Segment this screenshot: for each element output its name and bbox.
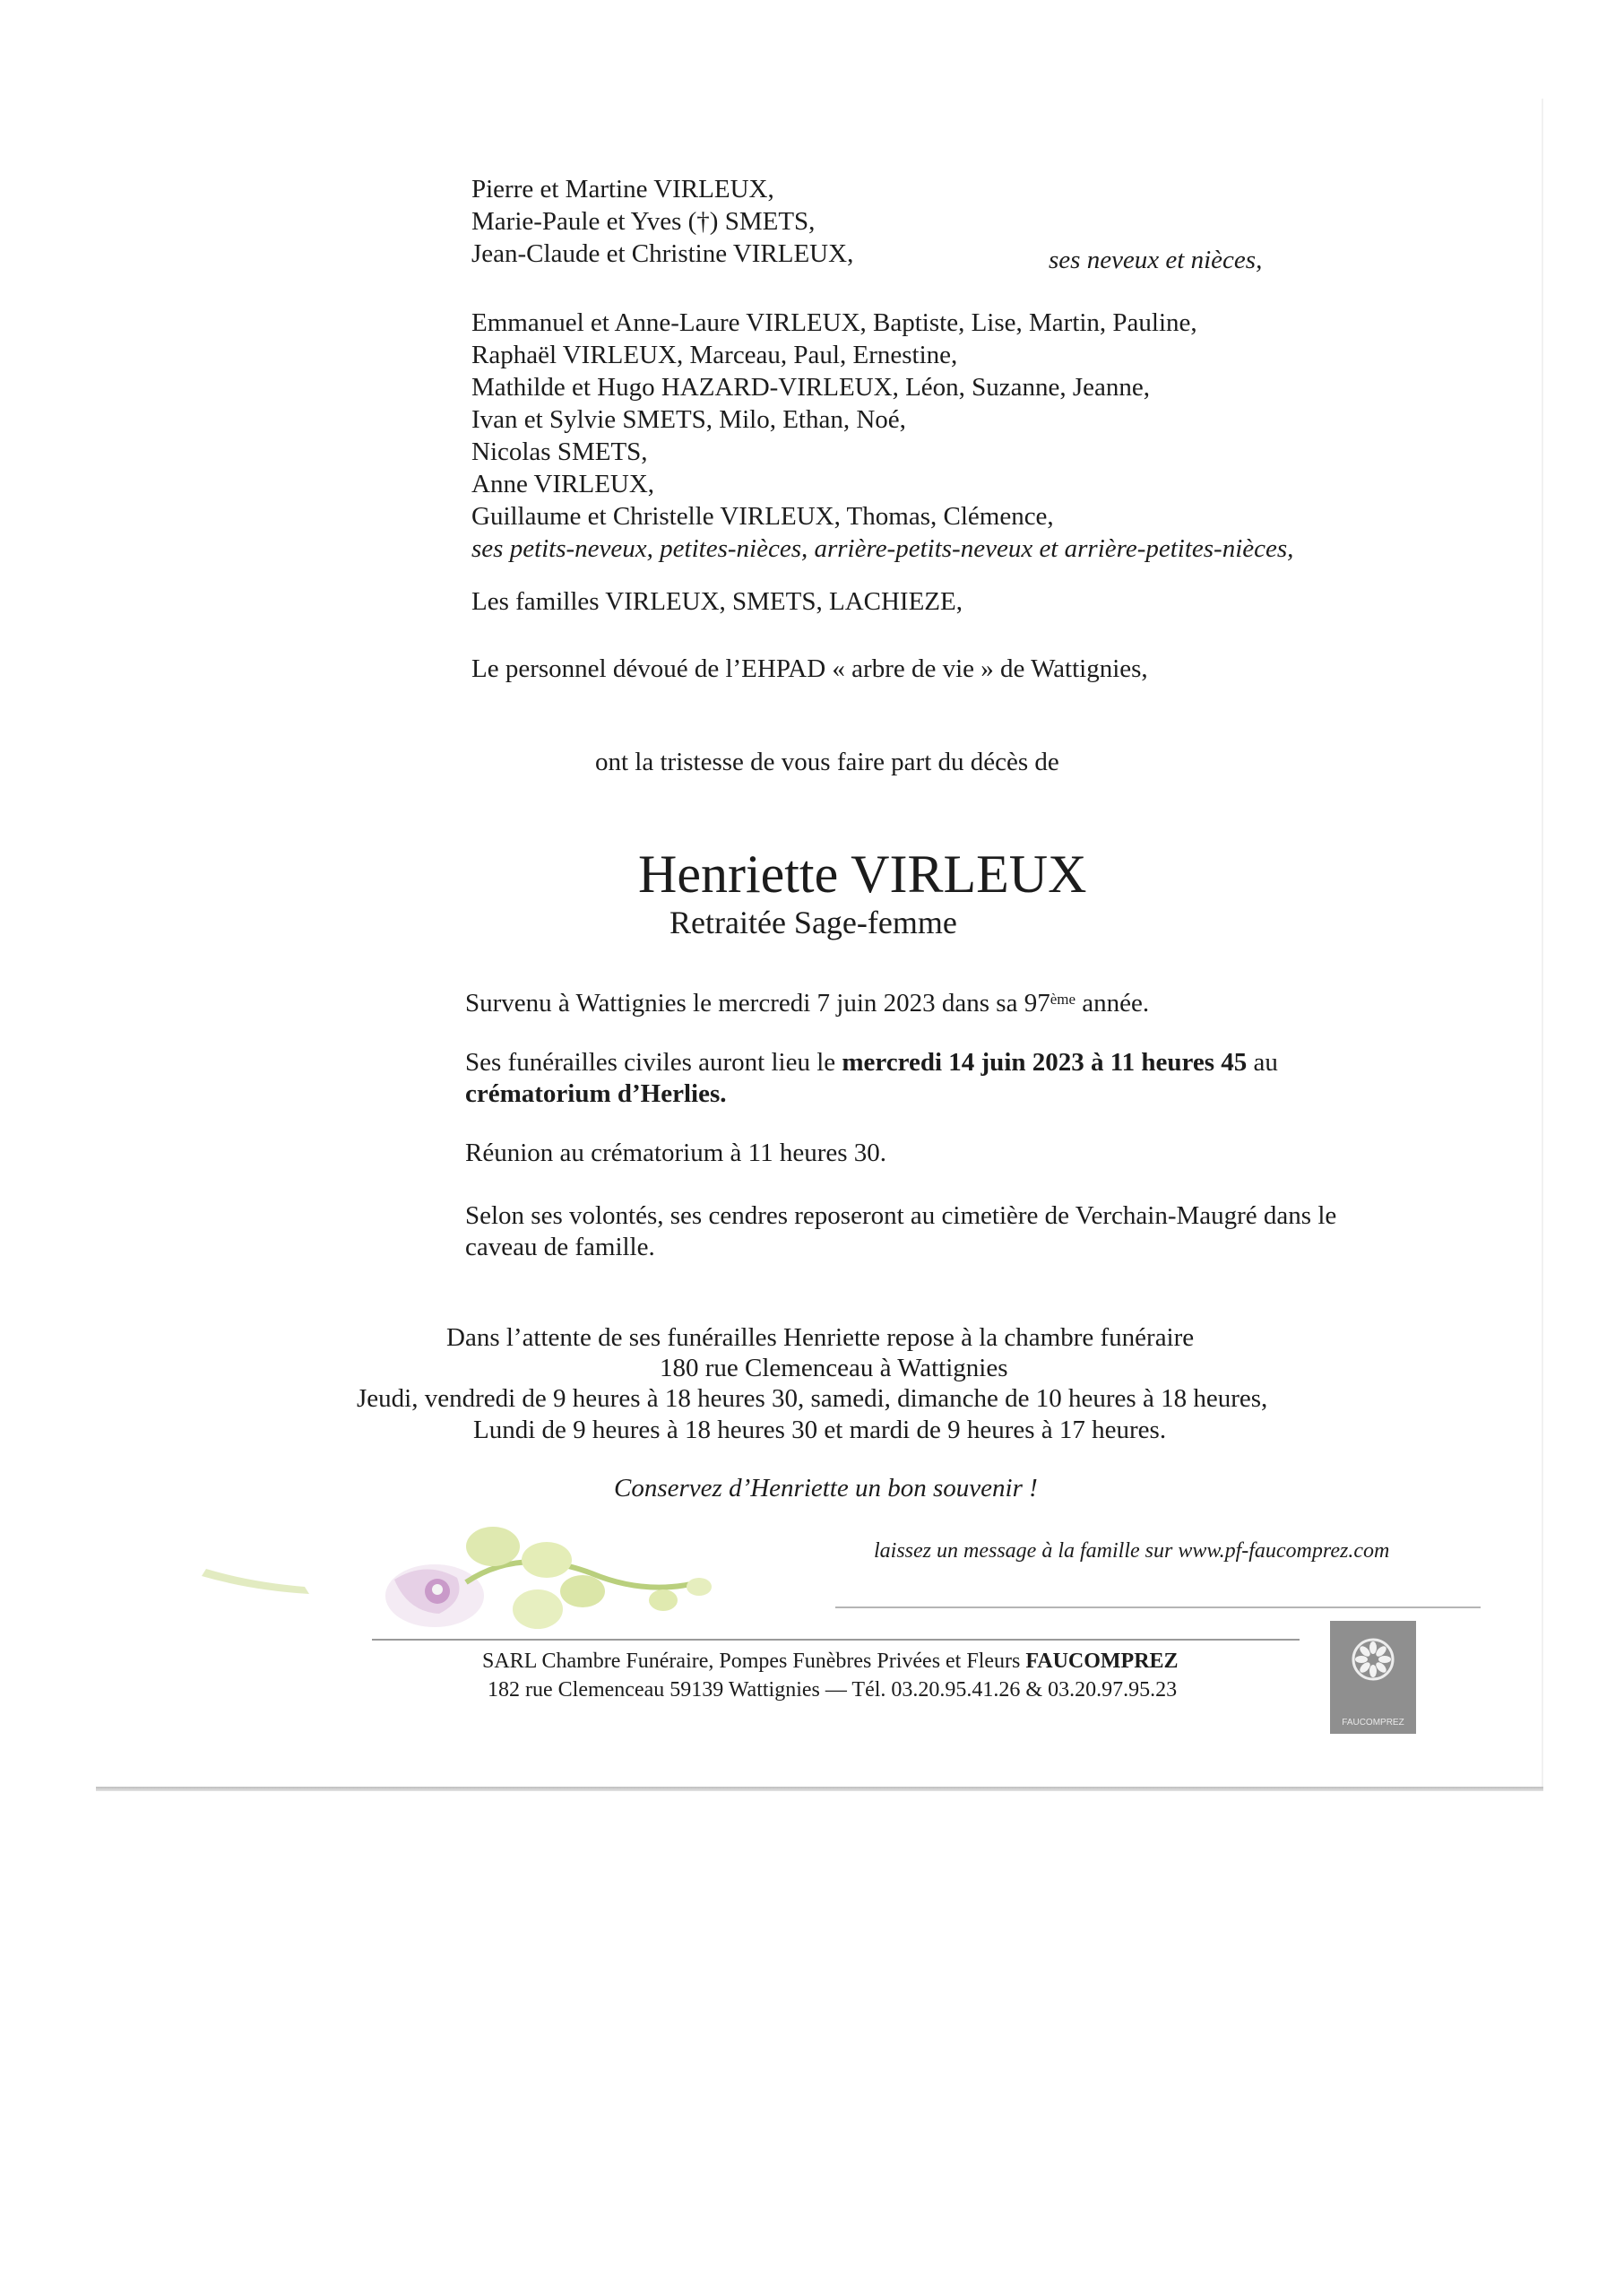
funeral-line: Ses funérailles civiles auront lieu le mercredi 14 juin 2023 à 11 heures 45 au [465,1048,1278,1077]
flower-icon [1351,1637,1395,1682]
visitation-line-2: 180 rue Clemenceau à Wattignies [660,1354,1008,1382]
family-line-6: Mathilde et Hugo HAZARD-VIRLEUX, Léon, Suzanne, Jeanne, [471,373,1151,402]
family-line-4: Emmanuel et Anne-Laure VIRLEUX, Baptiste, Lise, Martin, Pauline, [471,308,1197,337]
family-line-10: Guillaume et Christelle VIRLEUX, Thomas, Clémence, [471,502,1054,531]
deceased-role: Retraitée Sage-femme [669,905,957,940]
page-bottom-edge [96,1787,1543,1791]
message-note: laissez un message à la famille sur www.pf-faucomprez.com [874,1539,1390,1563]
announcement-intro: ont la tristesse de vous faire part du décès de [595,748,1059,776]
visitation-line-3: Jeudi, vendredi de 9 heures à 18 heures 30, samedi, dimanche de 10 heures à 18 heures, [357,1384,1268,1413]
closing-line: Conservez d’Henriette un bon souvenir ! [614,1474,1038,1503]
family-line-3: Jean-Claude et Christine VIRLEUX, [471,239,854,268]
families-line: Les familles VIRLEUX, SMETS, LACHIEZE, [471,587,963,616]
logo-label: FAUCOMPREZ [1342,1718,1404,1728]
relation-grand-nephews: ses petits-neveux, petites-nièces, arrière-petits-neveux et arrière-petites-nièces, [471,534,1294,563]
family-line-8: Nicolas SMETS, [471,437,648,466]
faucomprez-logo [1330,1621,1416,1734]
family-line-2: Marie-Paule et Yves (†) SMETS, [471,207,816,236]
divider-footer [372,1639,1300,1641]
footer-line-1: SARL Chambre Funéraire, Pompes Funèbres Privées et Fleurs FAUCOMPREZ [482,1650,1179,1673]
deceased-name: Henriette VIRLEUX [638,844,1087,904]
visitation-line-1: Dans l’attente de ses funérailles Henriette repose à la chambre funéraire [446,1323,1195,1352]
ashes-line-1: Selon ses volontés, ses cendres reposeront au cimetière de Verchain-Maugré dans le [465,1201,1337,1230]
family-line-1: Pierre et Martine VIRLEUX, [471,175,774,204]
meeting-line: Réunion au crématorium à 11 heures 30. [465,1139,887,1167]
divider-right [835,1606,1481,1608]
visitation-line-4: Lundi de 9 heures à 18 heures 30 et mardi de 9 heures à 17 heures. [473,1416,1167,1444]
relation-nephews: ses neveux et nièces, [1049,246,1263,274]
staff-line: Le personnel dévoué de l’EHPAD « arbre de vie » de Wattignies, [471,654,1148,683]
page-right-edge [1542,99,1543,1788]
family-line-5: Raphaël VIRLEUX, Marceau, Paul, Ernestine, [471,341,958,369]
ashes-line-2: caveau de famille. [465,1233,655,1261]
orchid-illustration [197,1497,825,1641]
funeral-place: crématorium d’Herlies. [465,1079,727,1108]
family-line-7: Ivan et Sylvie SMETS, Milo, Ethan, Noé, [471,405,906,434]
death-notice: Survenu à Wattignies le mercredi 7 juin 2023 dans sa 97ème année. [465,989,1150,1018]
family-line-9: Anne VIRLEUX, [471,470,655,498]
footer-line-2: 182 rue Clemenceau 59139 Wattignies — Tél. 03.20.95.41.26 & 03.20.97.95.23 [488,1678,1178,1702]
